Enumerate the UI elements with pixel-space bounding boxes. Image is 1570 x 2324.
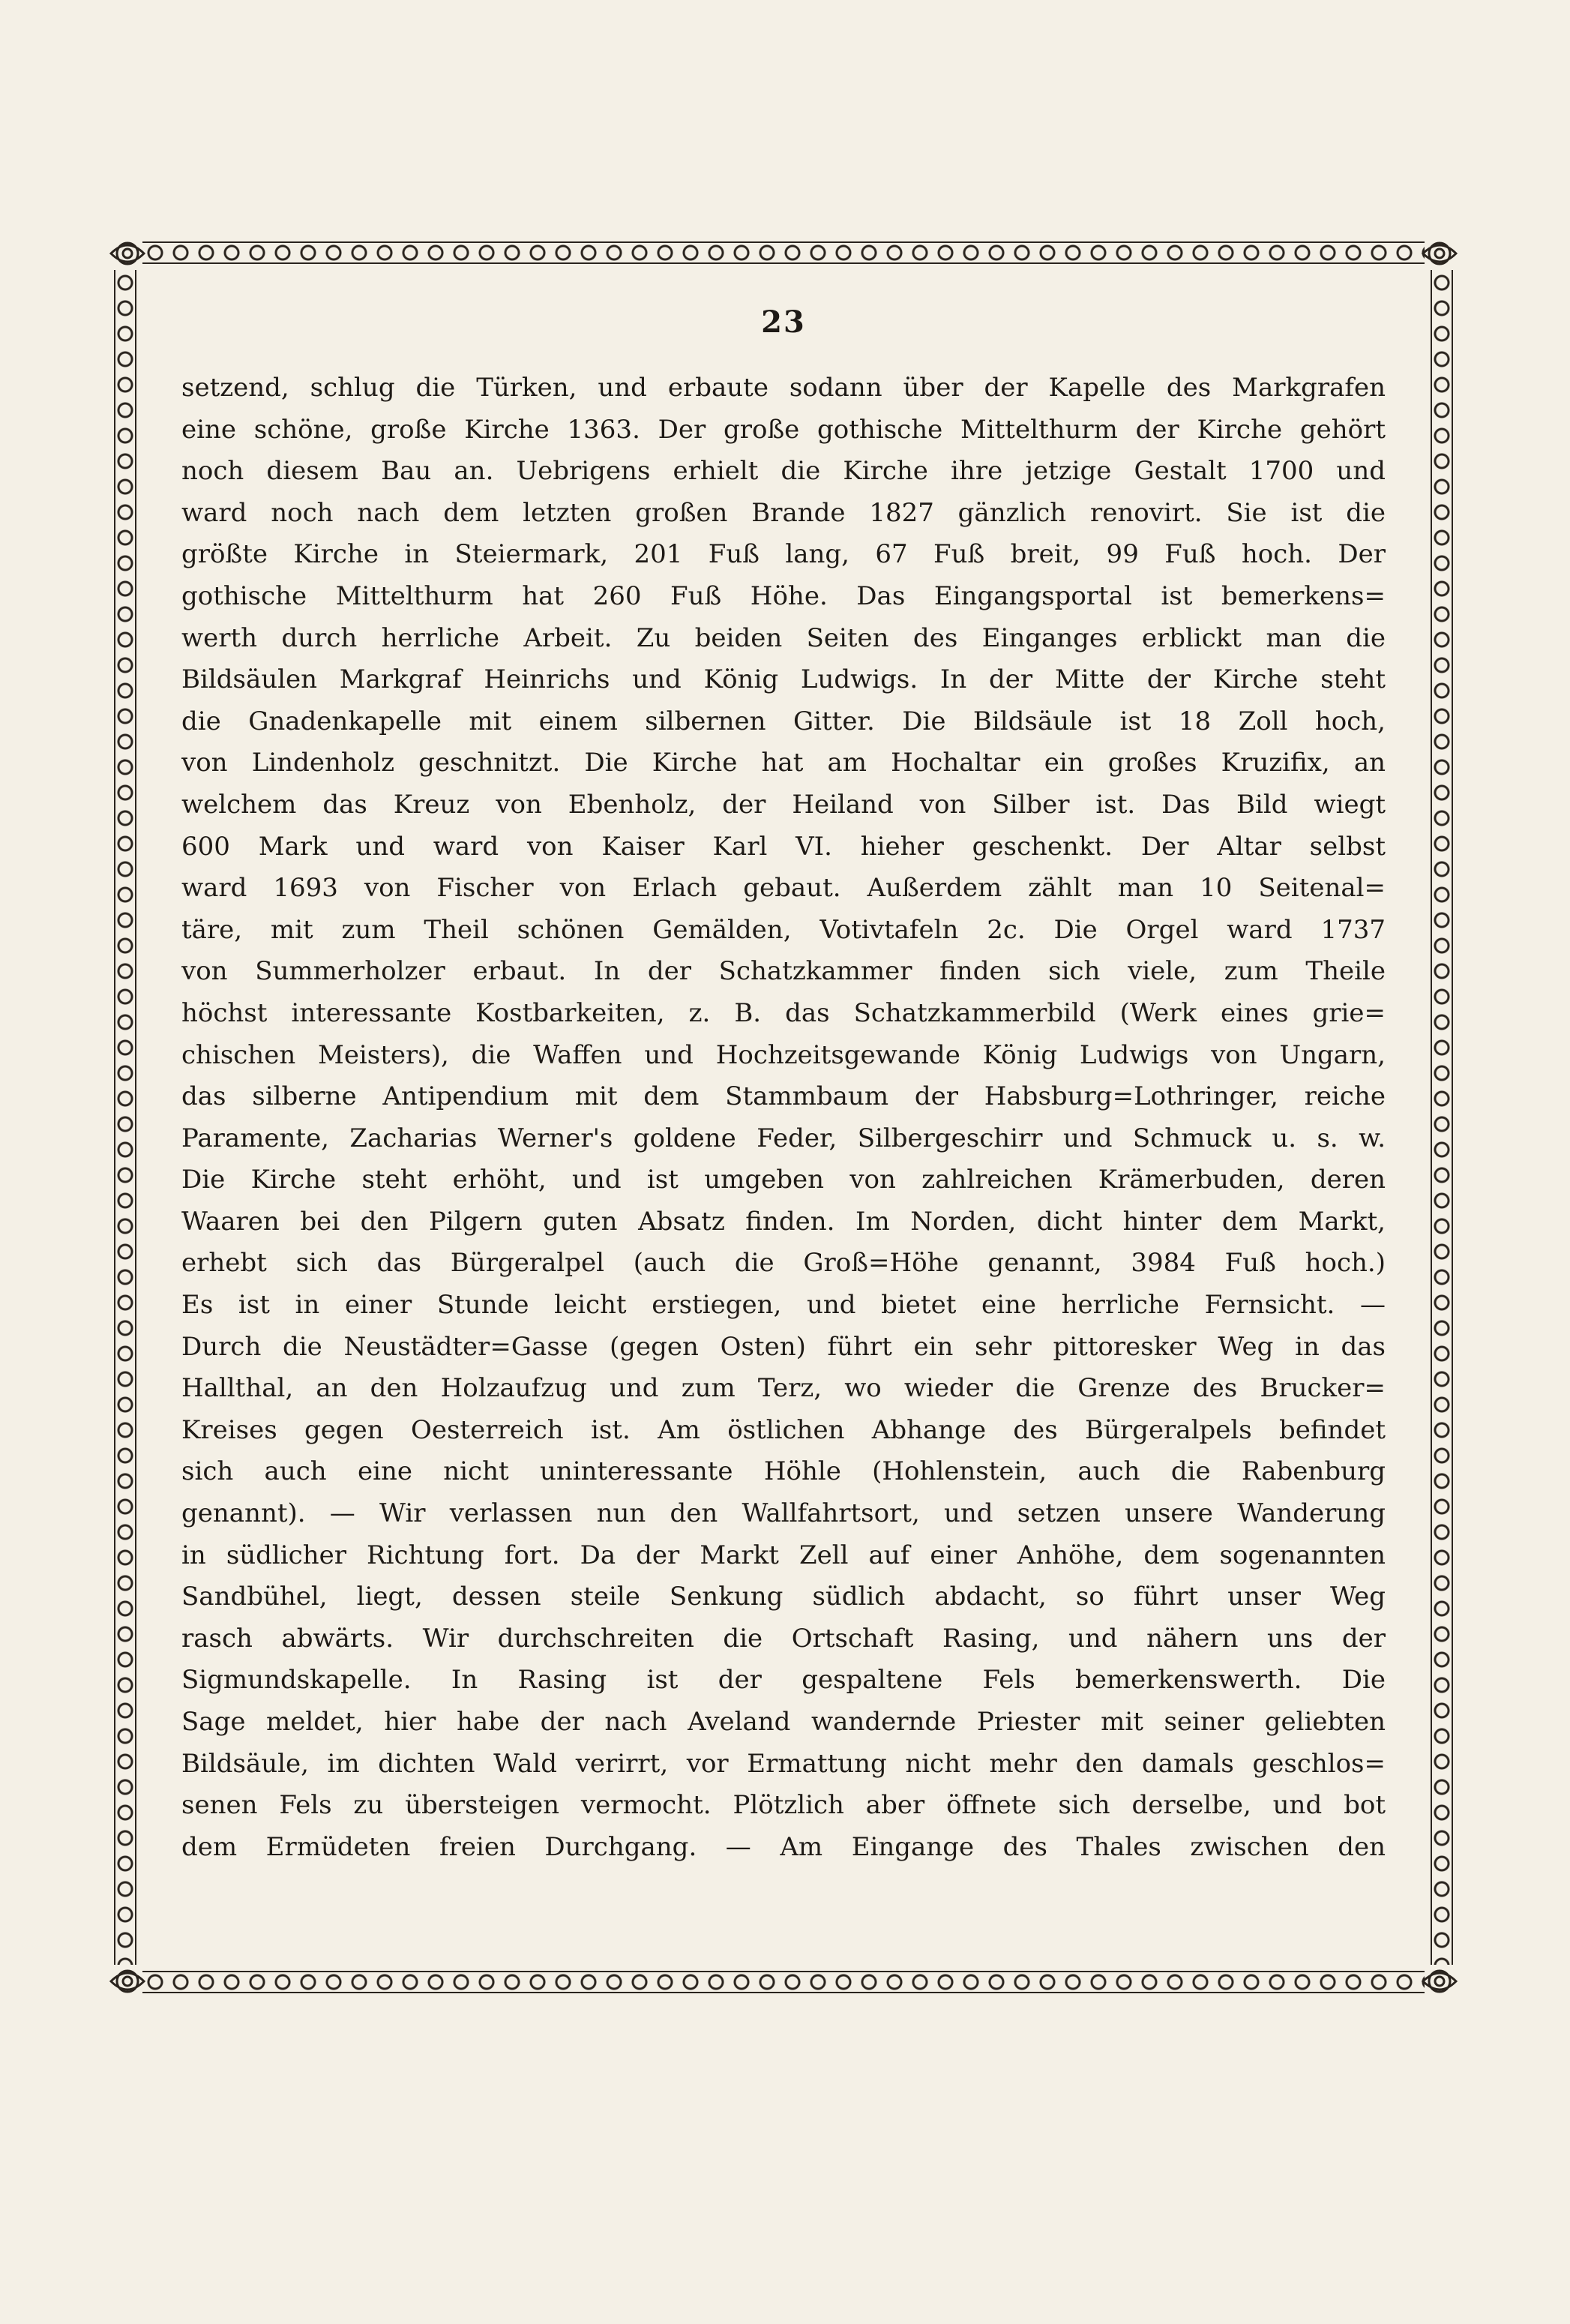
ornamental-border-bottom xyxy=(142,1969,1425,1995)
ornamental-border-top xyxy=(142,240,1425,265)
page-number: 23 xyxy=(761,304,806,340)
text-line: ward 1693 von Fischer von Erlach gebaut. Außerdem zählt man 10 Seitenal= xyxy=(181,873,1386,904)
text-line: gothische Mittelthurm hat 260 Fuß Höhe. Das Eingangsportal ist bemerkens= xyxy=(181,580,1386,611)
text-line: genannt). — Wir verlassen nun den Wallfahrtsort, und setzen unsere Wanderung xyxy=(181,1498,1386,1529)
text-line: senen Fels zu übersteigen vermocht. Plötzlich aber öffnete sich derselbe, und bot xyxy=(181,1790,1386,1821)
text-line: Waaren bei den Pilgern guten Absatz finden. Im Norden, dicht hinter dem Markt, xyxy=(181,1206,1386,1237)
text-line: Hallthal, an den Holzaufzug und zum Terz, wo wieder die Grenze des Brucker= xyxy=(181,1373,1386,1404)
text-line: noch diesem Bau an. Uebrigens erhielt die Kirche ihre jetzige Gestalt 1700 und xyxy=(181,456,1386,487)
text-line: setzend, schlug die Türken, und erbaute sodann über der Kapelle des Markgrafen xyxy=(181,373,1386,403)
text-line: die Gnadenkapelle mit einem silbernen Gitter. Die Bildsäule ist 18 Zoll hoch, xyxy=(181,706,1386,736)
body-text xyxy=(181,367,1386,1868)
text-line: Paramente, Zacharias Werner's goldene Feder, Silbergeschirr und Schmuck u. s. w. xyxy=(181,1123,1386,1153)
text-line: Durch die Neustädter=Gasse (gegen Osten) führt ein sehr pittoresker Weg in das xyxy=(181,1331,1386,1362)
corner-ornament-icon xyxy=(105,1959,150,2004)
text-line: Es ist in einer Stunde leicht erstiegen, und bietet eine herrliche Fernsicht. — xyxy=(181,1290,1386,1321)
text-line: Sandbühel, liegt, dessen steile Senkung südlich abdacht, so führt unser Weg xyxy=(181,1582,1386,1612)
text-line: 600 Mark und ward von Kaiser Karl VI. hieher geschenkt. Der Altar selbst xyxy=(181,831,1386,862)
page-frame xyxy=(112,240,1455,1995)
text-line: chischen Meisters), die Waffen und Hochzeitsgewande König Ludwigs von Ungarn, xyxy=(181,1039,1386,1070)
text-line: das silberne Antipendium mit dem Stammbaum der Habsburg=Lothringer, reiche xyxy=(181,1081,1386,1112)
text-line: werth durch herrliche Arbeit. Zu beiden Seiten des Einganges erblickt man die xyxy=(181,622,1386,653)
text-line: welchem das Kreuz von Ebenholz, der Heiland von Silber ist. Das Bild wiegt xyxy=(181,789,1386,820)
text-line: rasch abwärts. Wir durchschreiten die Ortschaft Rasing, und nähern uns der xyxy=(181,1623,1386,1654)
ornamental-border-right xyxy=(1429,270,1455,1965)
text-line: dem Ermüdeten freien Durchgang. — Am Eingange des Thales zwischen den xyxy=(181,1831,1386,1862)
text-line: in südlicher Richtung fort. Da der Markt Zell auf einer Anhöhe, dem sogenannten xyxy=(181,1540,1386,1570)
text-line: Bildsäulen Markgraf Heinrichs und König Ludwigs. In der Mitte der Kirche steht xyxy=(181,664,1386,695)
text-line: größte Kirche in Steiermark, 201 Fuß lang, 67 Fuß breit, 99 Fuß hoch. Der xyxy=(181,539,1386,570)
corner-ornament-icon xyxy=(1417,231,1462,276)
text-line: ward noch nach dem letzten großen Brande 1827 gänzlich renovirt. Sie ist die xyxy=(181,497,1386,528)
ornamental-border-left xyxy=(112,270,138,1965)
text-line: Bildsäule, im dichten Wald verirrt, vor Ermattung nicht mehr den damals geschlos= xyxy=(181,1748,1386,1779)
text-line: höchst interessante Kostbarkeiten, z. B. das Schatzkammerbild (Werk eines grie= xyxy=(181,997,1386,1028)
text-line: Sigmundskapelle. In Rasing ist der gespaltene Fels bemerkenswerth. Die xyxy=(181,1665,1386,1696)
text-line: täre, mit zum Theil schönen Gemälden, Votivtafeln 2c. Die Orgel ward 1737 xyxy=(181,914,1386,945)
text-line: erhebt sich das Bürgeralpel (auch die Groß=Höhe genannt, 3984 Fuß hoch.) xyxy=(181,1248,1386,1279)
text-line: Die Kirche steht erhöht, und ist umgeben von zahlreichen Krämerbuden, deren xyxy=(181,1165,1386,1195)
text-line: Sage meldet, hier habe der nach Aveland wandernde Priester mit seiner geliebten xyxy=(181,1707,1386,1737)
text-line: von Summerholzer erbaut. In der Schatzkammer finden sich viele, zum Theile xyxy=(181,956,1386,987)
corner-ornament-icon xyxy=(105,231,150,276)
text-line: eine schöne, große Kirche 1363. Der große gothische Mittelthurm der Kirche gehört xyxy=(181,414,1386,445)
text-line: von Lindenholz geschnitzt. Die Kirche hat am Hochaltar ein großes Kruzifix, an xyxy=(181,748,1386,778)
corner-ornament-icon xyxy=(1417,1959,1462,2004)
text-line: sich auch eine nicht uninteressante Höhle (Hohlenstein, auch die Rabenburg xyxy=(181,1456,1386,1487)
text-line: Kreises gegen Oesterreich ist. Am östlichen Abhange des Bürgeralpels befindet xyxy=(181,1414,1386,1445)
